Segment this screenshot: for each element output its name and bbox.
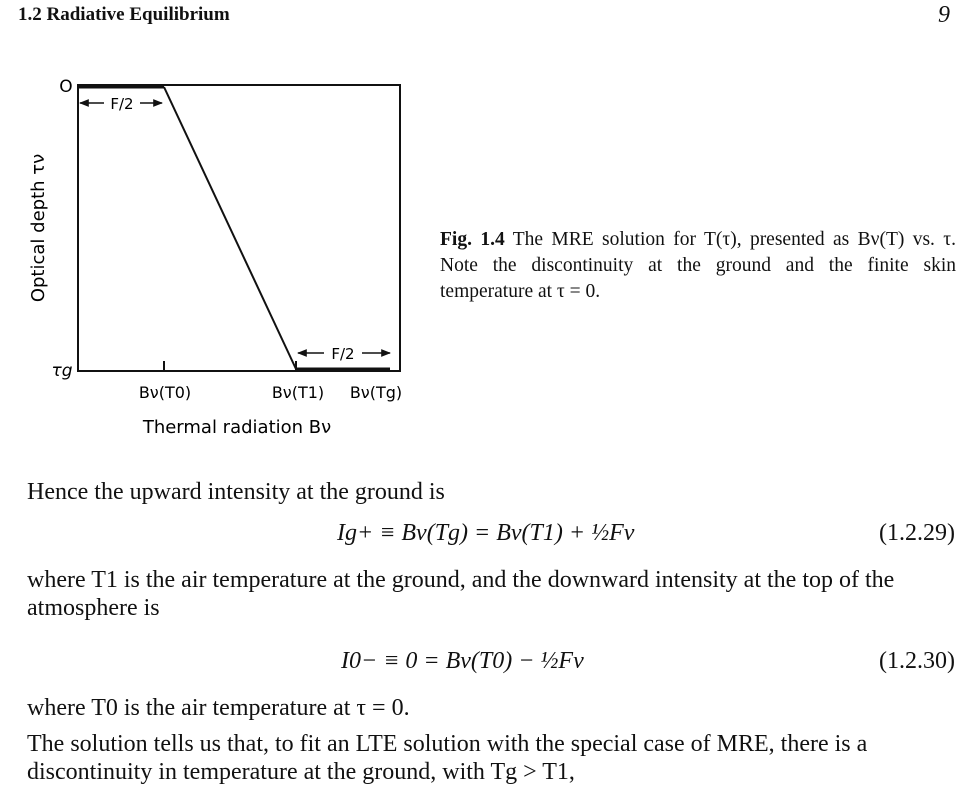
equation-1-2-30-body: I0− ≡ 0 = Bν(T0) − ½Fν [341,648,584,674]
x-tick-label-0: Bν(T0) [138,383,192,402]
paragraph-3: where T0 is the air temperature at τ = 0. [27,695,410,721]
y-tick-bottom: τg [51,361,73,381]
y-axis-label: Optical depth τν [28,153,49,303]
paragraph-1: Hence the upward intensity at the ground is [27,479,445,505]
figure-1-4 [0,60,430,450]
equation-1-2-29 [27,520,955,550]
solution-diagonal [164,87,296,369]
section-title: 1.2 Radiative Equilibrium [18,4,230,25]
page-number: 9 [938,2,950,28]
x-tick-label-1: Bν(T1) [271,383,325,402]
x-axis-label: Thermal radiation Bν [142,417,332,438]
flux-label-top: F/2 [110,95,134,113]
paragraph-2: where T1 is the air temperature at the ground, and the downward intensity at the top of the atmosphere is [27,567,895,621]
flux-label-bottom: F/2 [331,345,355,363]
caption-label: Fig. 1.4 [440,229,505,250]
page-header [18,4,950,32]
equation-1-2-30 [27,648,955,678]
equation-1-2-30-number: (1.2.30) [879,648,955,674]
y-tick-top: O [59,77,73,97]
x-tick-label-2: Bν(Tg) [349,383,403,402]
caption-text: The MRE solution for T(τ), presented as Bν(T) vs. τ. Note the discontinuity at the ground and the finite skin temperature at τ = 0. [440,229,956,302]
paragraph-4: The solution tells us that, to fit an LTE solution with the special case of MRE, there is a discontinuity in temperature at the ground, with Tg > T1, [27,731,868,785]
equation-1-2-29-body: Ig+ ≡ Bν(Tg) = Bν(T1) + ½Fν [337,520,635,546]
figure-caption [440,227,956,305]
equation-1-2-29-number: (1.2.29) [879,520,955,546]
plot-frame [78,85,400,371]
